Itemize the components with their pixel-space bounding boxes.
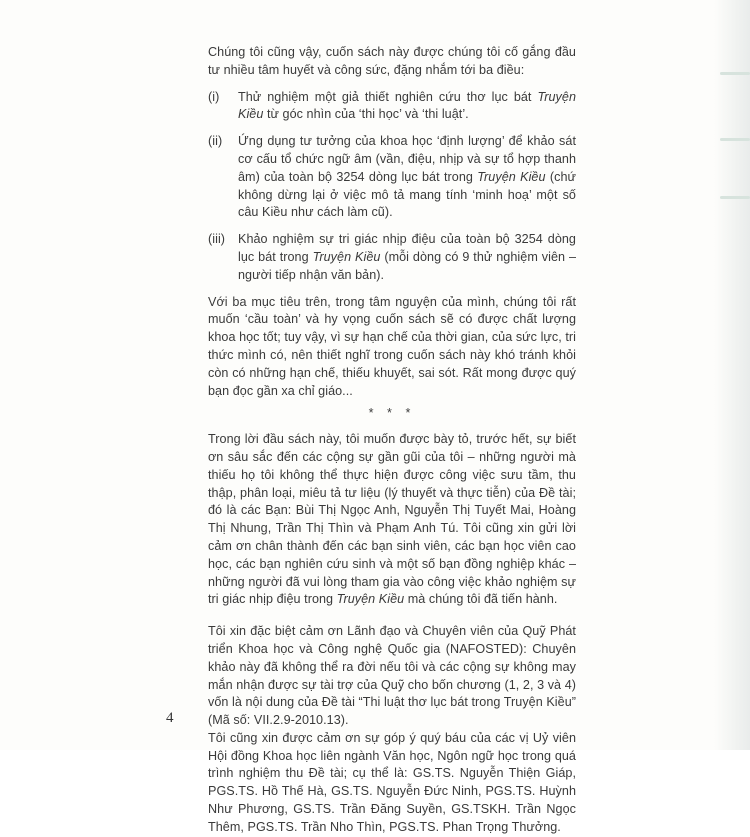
thanks-paragraph: Trong lời đầu sách này, tôi muốn được bày tỏ, trước hết, sự biết ơn sâu sắc đến các cộng sự gần gũi của tôi – những người mà thiếu họ tôi không thể thực hiện được công việc sưu tầm, thu thập, phân loại, miêu tả tư liệu (lý thuyết và thực tiễn) của Đề tài; đó là các Bạn: Bùi Thị Ngọc Anh, Nguyễn Thị Tuyết Mai, Hoàng Thị Nhung, Trần Thị Thìn và Phạm Anh Tú. Tôi cũng xin gửi lời cảm ơn chân thành đến các bạn sinh viên, các bạn học viên cao học, các bạn nghiên cứu sinh và một số bạn đồng nghiệp khác – những người đã vui lòng tham gia vào công việc khảo nghiệm sự tri giác nhịp điệu trong Truyện Kiều mà chúng tôi đã tiến hành. xyxy=(208,432,576,607)
list-item-number: (ii) xyxy=(208,134,223,149)
list-item-text: Khảo nghiệm sự tri giác nhịp điệu của toàn bộ 3254 dòng lục bát trong Truyện Kiều (mỗi dòng có 9 thử nghiệm viên – người tiếp nhận văn bản). xyxy=(238,232,577,282)
council-paragraph: Tôi cũng xin được cảm ơn sự góp ý quý báu của các vị Uỷ viên Hội đồng Khoa học liên ngành Văn học, Ngôn ngữ học trong quá trình nghiệm thu Đề tài; cụ thể là: GS.TS. Nguyễn Thiện Giáp, PGS.TS. Hồ Thế Hà, GS.TS. Nguyễn Đức Ninh, PGS.TS. Huỳnh Như Phương, GS.TS. Trần Đăng Suyền, GS.TSKH. Trần Ngọc Thêm, PGS.TS. Trần Nho Thìn, PGS.TS. Phan Trọng Thưởng. xyxy=(208,730,576,834)
edge-mark xyxy=(720,72,750,75)
goals-paragraph: Với ba mục tiêu trên, trong tâm nguyện của mình, chúng tôi rất muốn ‘cầu toàn’ và hy vọng cuốn sách sẽ có được chất lượng khoa học tốt; tuy vậy, vì sự hạn chế của thời gian, của sức lực, tri thức mình có, nên thiết nghĩ trong cuốn sách này khó tránh khỏi còn có những hạn chế, thiếu khuyết, sai sót. Rất mong được quý bạn đọc gần xa chỉ giáo... xyxy=(208,294,576,398)
page-body-text xyxy=(208,44,576,837)
list-item-3 xyxy=(208,231,576,284)
page-number: 4 xyxy=(166,710,174,726)
fund-paragraph: Tôi xin đặc biệt cảm ơn Lãnh đạo và Chuyên viên của Quỹ Phát triển Khoa học và Công nghệ Quốc gia (NAFOSTED): Chuyên khảo này đã không thể ra đời nếu tôi và các cộng sự không may mắn nhận được sự tài trợ của Quỹ cho bốn chương (1, 2, 3 và 4) vốn là nội dung của Đề tài “Thi luật thơ lục bát trong Truyện Kiều” (Mã số: VII.2.9-2010.13). xyxy=(208,624,576,728)
list-item-1 xyxy=(208,89,576,125)
list-item-number: (iii) xyxy=(208,232,226,247)
edge-mark xyxy=(720,196,750,199)
list-item-text: Ứng dụng tư tưởng của khoa học ‘định lượng’ để khảo sát cơ cấu tổ chức ngữ âm (vần, điệu, nhịp và sự tổ hợp thanh âm) của toàn bộ 3254 dòng lục bát trong Truyện Kiều (chứ không dừng lại ở việc mô tả mang tính ‘minh hoạ’ một số câu Kiều như cách làm cũ). xyxy=(238,134,576,220)
list-item-2 xyxy=(208,133,576,222)
section-separator: * * * xyxy=(368,406,416,421)
list-item-number: (i) xyxy=(208,89,220,104)
intro-paragraph: Chúng tôi cũng vậy, cuốn sách này được chúng tôi cố gắng đầu tư nhiều tâm huyết và công sức, đặng nhắm tới ba điều: xyxy=(208,45,576,77)
page-edge-shadow xyxy=(714,0,750,750)
list-item-text: Thử nghiệm một giả thiết nghiên cứu thơ lục bát Truyện Kiều từ góc nhìn của ‘thi học’ và ‘thi luật’. xyxy=(238,89,576,122)
edge-mark xyxy=(720,138,750,141)
